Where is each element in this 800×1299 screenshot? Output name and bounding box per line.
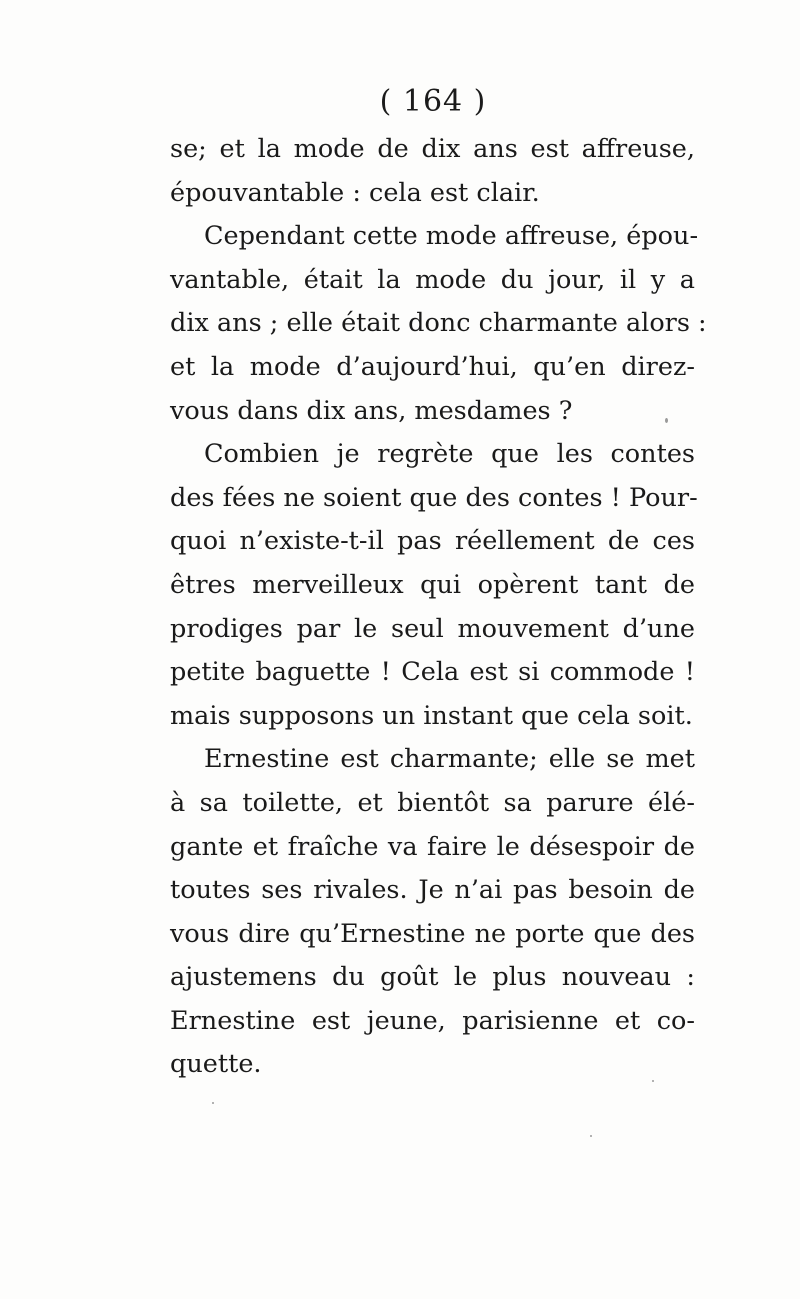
text-line: gante et fraîche va faire le désespoir de [170,831,695,862]
text-line: vantable, était la mode du jour, il y a [170,264,695,295]
paper-speck [590,1135,592,1137]
text-line: dix ans ; elle était donc charmante alors : [170,308,707,339]
text-line: des fées ne soient que des contes ! Pour- [170,482,698,513]
text-line: épouvantable : cela est clair. [170,177,540,208]
page-number: ( 164 ) [379,84,487,119]
text-line: se; et la mode de dix ans est affreuse, [170,134,695,164]
body-text [170,128,707,1087]
text-line: mais supposons un instant que cela soit. [170,700,693,731]
text-line: à sa toilette, et bientôt sa parure élé- [170,787,695,818]
text-line: vous dire qu’Ernestine ne porte que des [170,918,695,949]
text-line: quoi n’existe-t-il pas réellement de ces [170,526,695,557]
text-line: prodiges par le seul mouvement d’une [170,613,695,644]
paper-speck [665,418,668,423]
paper-speck [212,1102,214,1104]
text-line: toutes ses rivales. Je n’ai pas besoin de [170,875,695,906]
text-line: êtres merveilleux qui opèrent tant de [170,569,695,600]
text-line: Ernestine est jeune, parisienne et co- [170,1005,695,1036]
text-line: quette. [170,1049,262,1080]
text-line: Ernestine est charmante; elle se met [204,744,695,775]
text-line: ajustemens du goût le plus nouveau : [170,962,695,993]
text-line: Combien je regrète que les contes [204,439,695,470]
text-line: petite baguette ! Cela est si commode ! [170,657,695,688]
text-line: Cependant cette mode affreuse, épou- [204,221,699,252]
text-line: et la mode d’aujourd’hui, qu’en direz- [170,351,695,382]
paper-speck [652,1080,654,1082]
text-line: vous dans dix ans, mesdames ? [170,395,573,426]
